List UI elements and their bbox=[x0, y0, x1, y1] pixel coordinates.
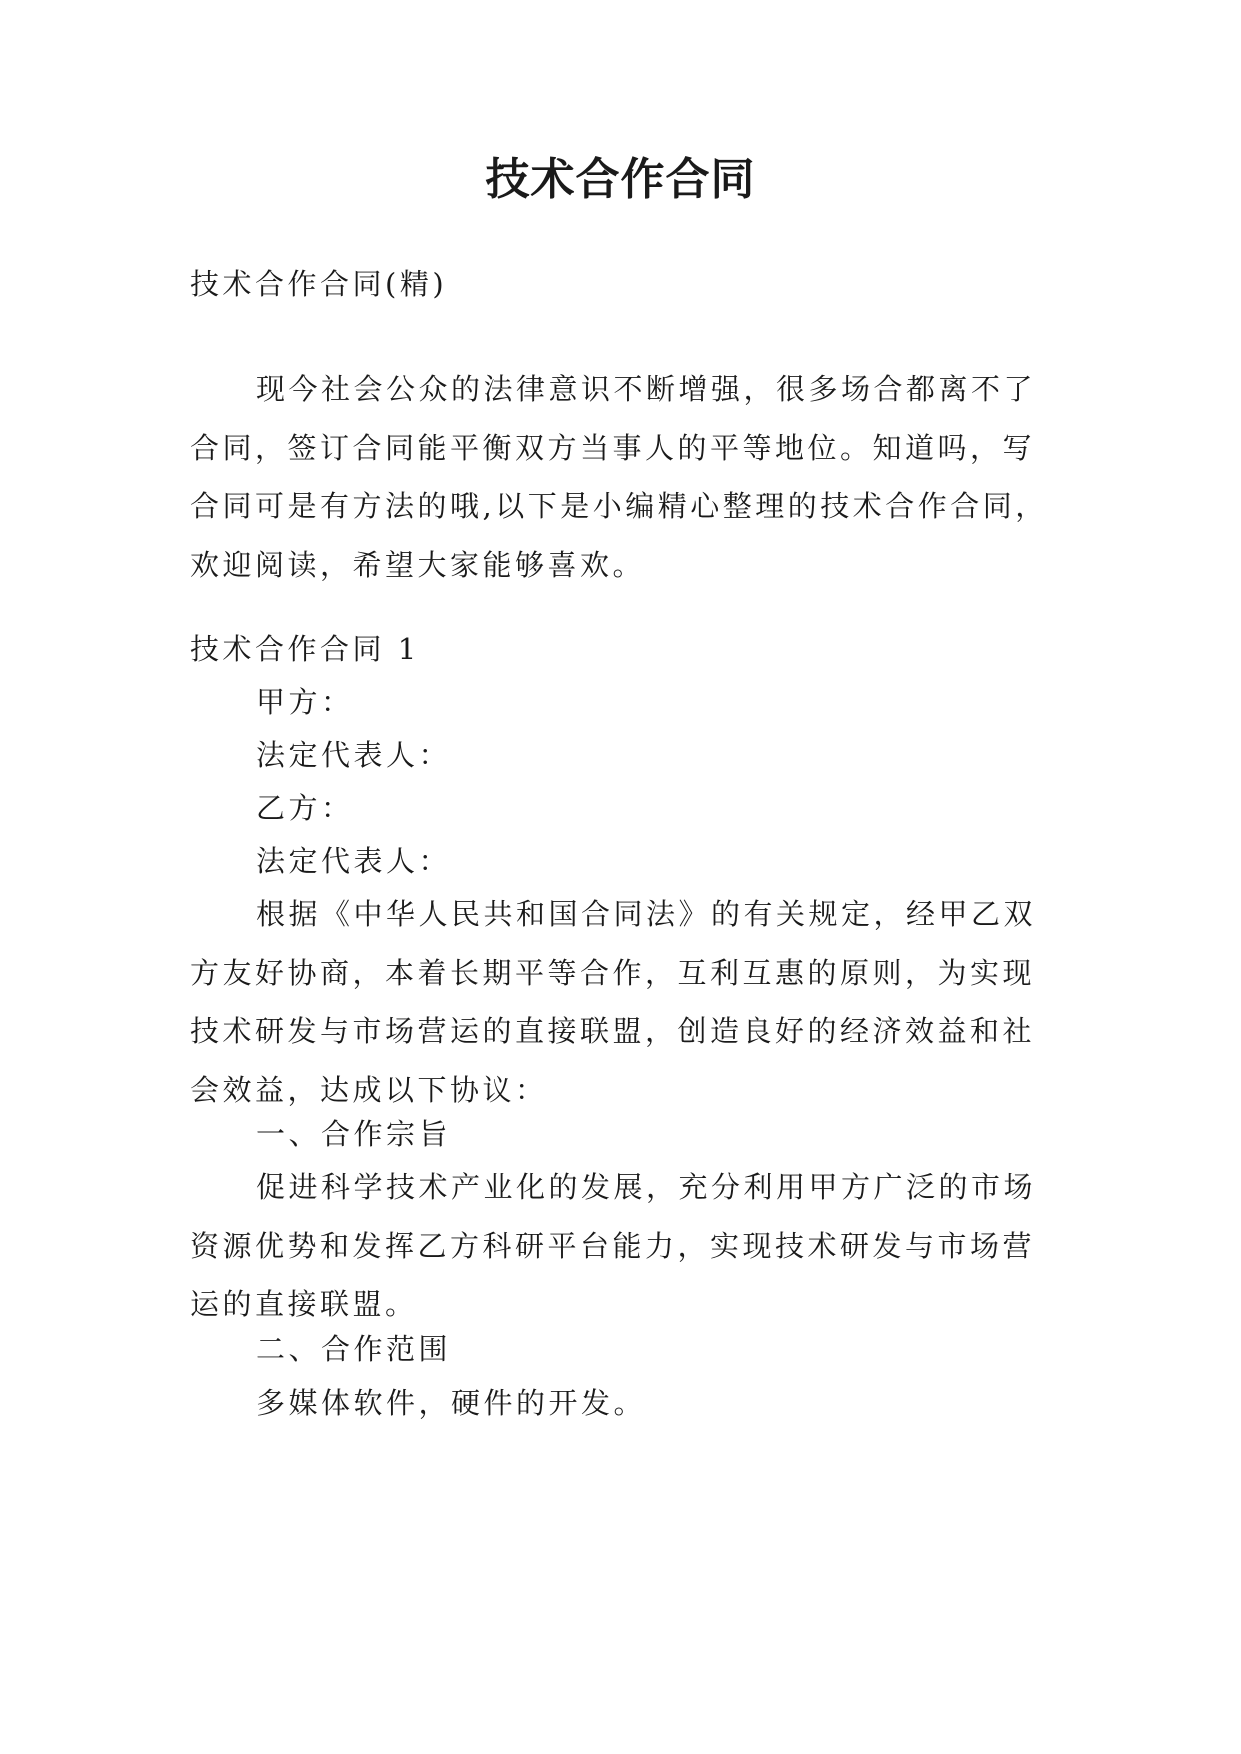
preamble-paragraph: 根据《中华人民共和国合同法》的有关规定，经甲乙双方友好协商，本着长期平等合作，互利互惠的原则，为实现技术研发与市场营运的直接联盟，创造良好的经济效益和社会效益，达成以下协议： bbox=[190, 897, 1037, 1107]
party-a-representative-label: 法定代表人： bbox=[256, 738, 452, 772]
clause-1-heading: 一、合作宗旨 bbox=[256, 1117, 452, 1151]
clause-2-body: 多媒体软件，硬件的开发。 bbox=[256, 1386, 647, 1420]
clause-2-heading: 二、合作范围 bbox=[256, 1332, 452, 1366]
document-title: 技术合作合同 bbox=[485, 154, 756, 205]
document-subtitle: 技术合作合同(精) bbox=[190, 267, 448, 301]
party-a-label: 甲方： bbox=[256, 685, 354, 719]
section-heading: 技术合作合同 1 bbox=[190, 632, 420, 666]
party-b-label: 乙方： bbox=[256, 791, 354, 825]
intro-paragraph: 现今社会公众的法律意识不断增强，很多场合都离不了合同，签订合同能平衡双方当事人的平等地位。知道吗，写合同可是有方法的哦,以下是小编精心整理的技术合作合同，欢迎阅读，希望大家能够喜欢。 bbox=[190, 372, 1048, 582]
clause-1-body: 促进科学技术产业化的发展，充分利用甲方广泛的市场资源优势和发挥乙方科研平台能力，实现技术研发与市场营运的直接联盟。 bbox=[190, 1170, 1037, 1321]
party-b-representative-label: 法定代表人： bbox=[256, 844, 452, 878]
